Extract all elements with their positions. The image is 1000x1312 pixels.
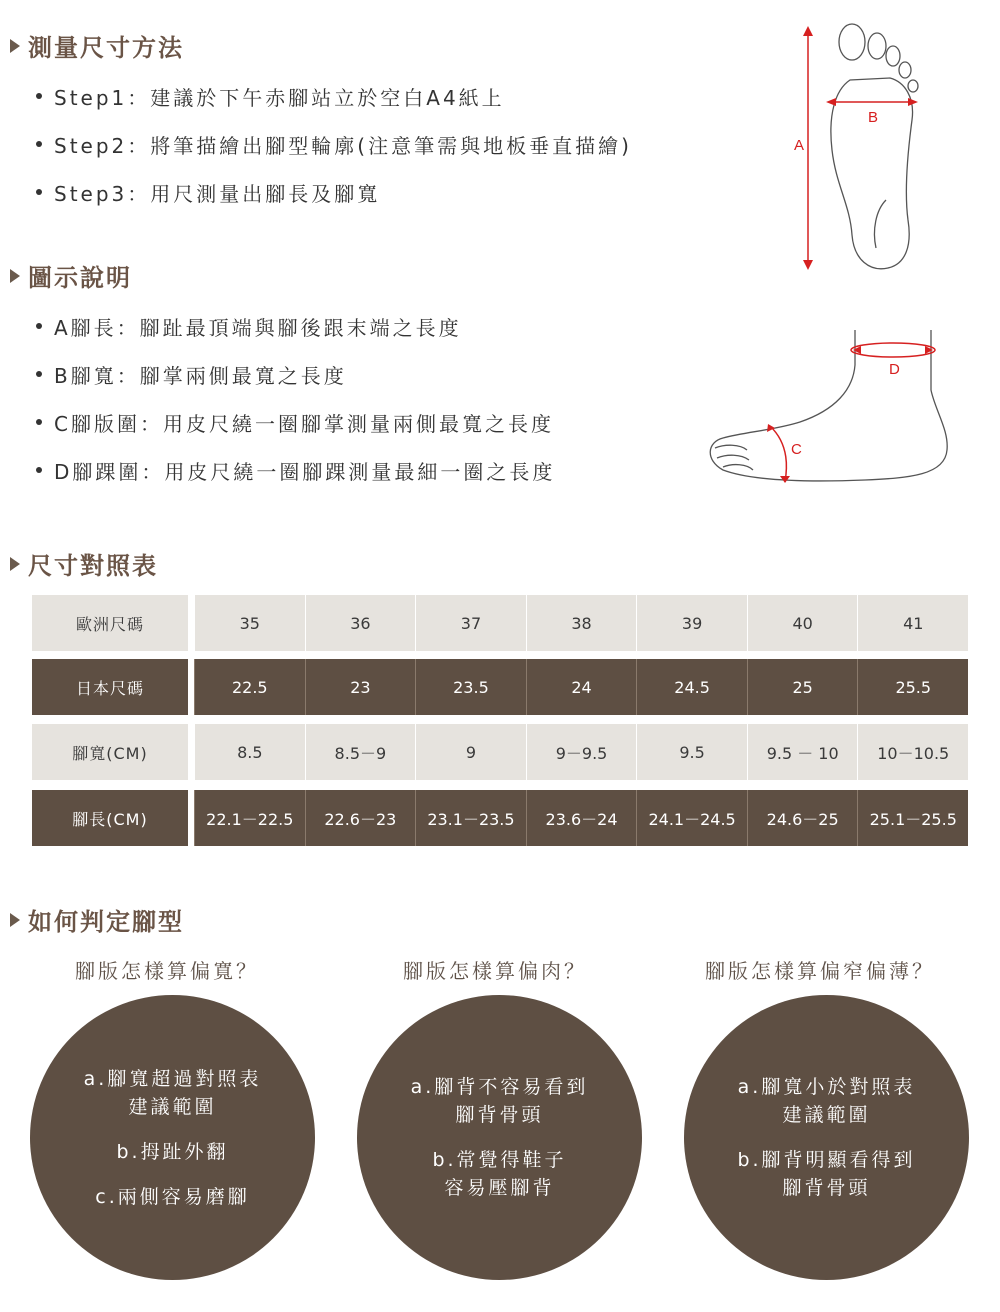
- table-cell: 23.1－23.5: [415, 790, 526, 846]
- point-text: b.腳背明顯看得到: [737, 1149, 916, 1171]
- step-item: [30, 168, 632, 216]
- card-wide-foot: [30, 995, 315, 1280]
- table-cell: 24.1－24.5: [636, 790, 747, 846]
- point-text: 腳背骨頭: [782, 1177, 871, 1199]
- step-text: Step3：用尺測量出腳長及腳寬: [54, 181, 381, 206]
- point-text: a.腳背不容易看到: [410, 1076, 589, 1098]
- diagram-items: [30, 302, 555, 494]
- table-cell: 9.5 － 10: [747, 724, 858, 780]
- point-text: b.常覺得鞋子: [432, 1149, 567, 1171]
- dot-icon: [36, 371, 42, 377]
- table-cell: 25.1－25.5: [857, 790, 968, 846]
- table-cell: 39: [636, 595, 747, 651]
- diagram-item-text: C腳版圍：用皮尺繞一圈腳掌測量兩側最寬之長度: [54, 411, 554, 436]
- point-text: a.腳寬超過對照表: [83, 1067, 262, 1090]
- step-item: [30, 120, 632, 168]
- section-title-size-table: [10, 546, 158, 581]
- point-text: b.拇趾外翻: [116, 1140, 229, 1163]
- dot-icon: [36, 467, 42, 473]
- arrow-right-icon: [908, 98, 918, 106]
- table-cell: 24.6－25: [747, 790, 858, 846]
- section-title-text: 測量尺寸方法: [28, 34, 184, 62]
- dot-icon: [36, 93, 42, 99]
- dot-icon: [36, 323, 42, 329]
- diagram-item: [30, 350, 555, 398]
- section-title-text: 圖示說明: [28, 264, 132, 292]
- foot-top-view-illustration: [780, 20, 930, 280]
- diagram-item: [30, 302, 555, 350]
- question-wide: 腳版怎樣算偏寬？: [75, 959, 259, 983]
- table-cell: 23: [305, 659, 416, 715]
- diagram-item-text: D腳踝圍：用皮尺繞一圈腳踝測量最細一圈之長度: [54, 459, 556, 484]
- table-row-foot-length: [32, 790, 968, 846]
- table-cell: 22.1－22.5: [194, 790, 305, 846]
- section-title-foot-type: [10, 902, 184, 937]
- row-header: 腳寬(CM): [32, 724, 188, 780]
- row-header: 日本尺碼: [32, 659, 188, 715]
- table-row-jp-size: [32, 659, 968, 715]
- dot-icon: [36, 189, 42, 195]
- section-title-diagram: [10, 258, 132, 293]
- card-narrow-foot: [684, 995, 969, 1280]
- table-cell: 9.5: [636, 724, 747, 780]
- card-fleshy-foot: [357, 995, 642, 1280]
- triangle-bullet-icon: [10, 913, 20, 927]
- step-item: [30, 72, 632, 120]
- forefoot-circumference-line: [770, 426, 786, 482]
- table-cell: 36: [305, 595, 416, 651]
- table-cell: 22.6－23: [305, 790, 416, 846]
- section-title-text: 如何判定腳型: [28, 908, 184, 936]
- section-title-text: 尺寸對照表: [28, 552, 158, 580]
- table-cell: 24.5: [636, 659, 747, 715]
- table-row-eu-size: [32, 595, 968, 651]
- ankle-circumference-ring: [851, 343, 935, 357]
- dot-icon: [36, 419, 42, 425]
- table-cell: 25: [747, 659, 858, 715]
- table-cell: 40: [747, 595, 858, 651]
- label-d: D: [889, 361, 900, 378]
- table-cell: 38: [526, 595, 637, 651]
- foot-side-view-illustration: [695, 320, 965, 500]
- triangle-bullet-icon: [10, 269, 20, 283]
- table-cell: 37: [415, 595, 526, 651]
- diagram-item: [30, 446, 555, 494]
- point-text: 腳背骨頭: [455, 1104, 544, 1126]
- row-header: 歐洲尺碼: [32, 595, 188, 651]
- arrow-left-icon: [826, 98, 836, 106]
- point-text: c.兩側容易磨腳: [95, 1185, 250, 1208]
- question-narrow: 腳版怎樣算偏窄偏薄？: [705, 959, 935, 983]
- point-text: 容易壓腳背: [444, 1177, 555, 1199]
- row-header: 腳長(CM): [32, 790, 188, 846]
- diagram-item: [30, 398, 555, 446]
- table-cell: 9: [415, 724, 526, 780]
- table-cell: 22.5: [194, 659, 305, 715]
- triangle-bullet-icon: [10, 39, 20, 53]
- table-cell: 9－9.5: [526, 724, 637, 780]
- table-cell: 35: [194, 595, 305, 651]
- step-text: Step1：建議於下午赤腳站立於空白A4紙上: [54, 85, 505, 110]
- label-a: A: [794, 137, 805, 154]
- diagram-item-text: B腳寬：腳掌兩側最寬之長度: [54, 363, 347, 388]
- step-text: Step2：將筆描繪出腳型輪廓(注意筆需與地板垂直描繪): [54, 133, 632, 158]
- table-cell: 24: [526, 659, 637, 715]
- table-cell: 23.6－24: [526, 790, 637, 846]
- triangle-bullet-icon: [10, 557, 20, 571]
- label-b: B: [868, 109, 879, 126]
- point-text: 建議範圍: [782, 1104, 871, 1126]
- table-row-foot-width: [32, 724, 968, 780]
- arrow-up-icon: [803, 26, 813, 36]
- measure-steps: [30, 72, 632, 216]
- table-cell: 8.5: [194, 724, 305, 780]
- section-title-measure: [10, 28, 184, 63]
- table-cell: 8.5－9: [305, 724, 416, 780]
- dot-icon: [36, 141, 42, 147]
- table-cell: 10－10.5: [857, 724, 968, 780]
- diagram-item-text: A腳長：腳趾最頂端與腳後跟末端之長度: [54, 315, 462, 340]
- table-cell: 41: [857, 595, 968, 651]
- point-text: a.腳寬小於對照表: [737, 1076, 916, 1098]
- point-text: 建議範圍: [128, 1095, 217, 1118]
- table-cell: 23.5: [415, 659, 526, 715]
- table-cell: 25.5: [857, 659, 968, 715]
- arrow-down-icon: [803, 260, 813, 270]
- label-c: C: [791, 441, 802, 458]
- question-fleshy: 腳版怎樣算偏肉？: [403, 959, 587, 983]
